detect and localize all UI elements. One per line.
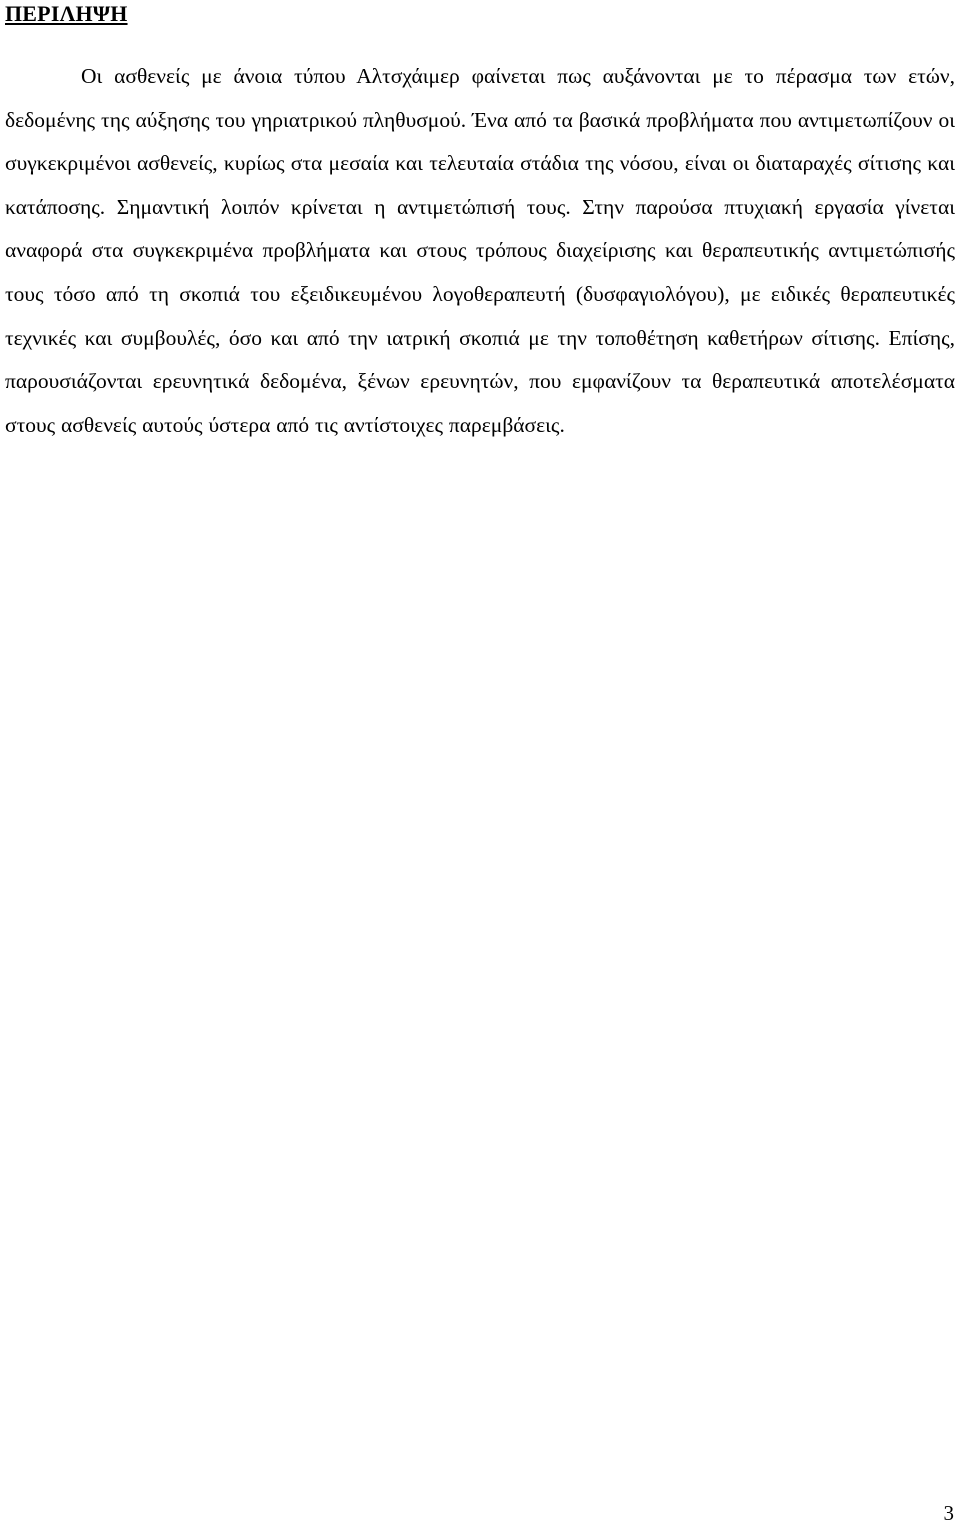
section-heading: ΠΕΡΙΛΗΨΗ <box>5 1 128 26</box>
abstract-paragraph: Οι ασθενείς με άνοια τύπου Αλτσχάιμερ φαίνεται πως αυξάνονται με το πέρασμα των ετών, δεδομένης της αύξησης του γηριατρικού πληθυσμού. Ένα από τα βασικά προβλήματα που αντιμετωπίζουν οι συγκεκριμένοι ασθενείς, κυρίως στα μεσαία και τελευταία στάδια της νόσου, είναι οι διαταραχές σίτισης και κατάποσης. Σημαντική λοιπόν κρίνεται η αντιμετώπισή τους. Στην παρούσα πτυχιακή εργασία γίνεται αναφορά στα συγκεκριμένα προβλήματα και στους τρόπους διαχείρισης και θεραπευτικής αντιμετώπισής τους τόσο από τη σκοπιά του εξειδικευμένου λογοθεραπευτή (δυσφαγιολόγου), με ειδικές θεραπευτικές τεχνικές και συμβουλές, όσο και από την ιατρική σκοπιά με την τοποθέτηση καθετήρων σίτισης. Επίσης, παρουσιάζονται ερευνητικά δεδομένα, ξένων ερευνητών, που εμφανίζουν τα θεραπευτικά αποτελέσματα στους ασθενείς αυτούς ύστερα από τις αντίστοιχες παρεμβάσεις. <box>5 64 955 437</box>
page-number: 3 <box>943 1501 954 1525</box>
page-content <box>5 0 955 447</box>
